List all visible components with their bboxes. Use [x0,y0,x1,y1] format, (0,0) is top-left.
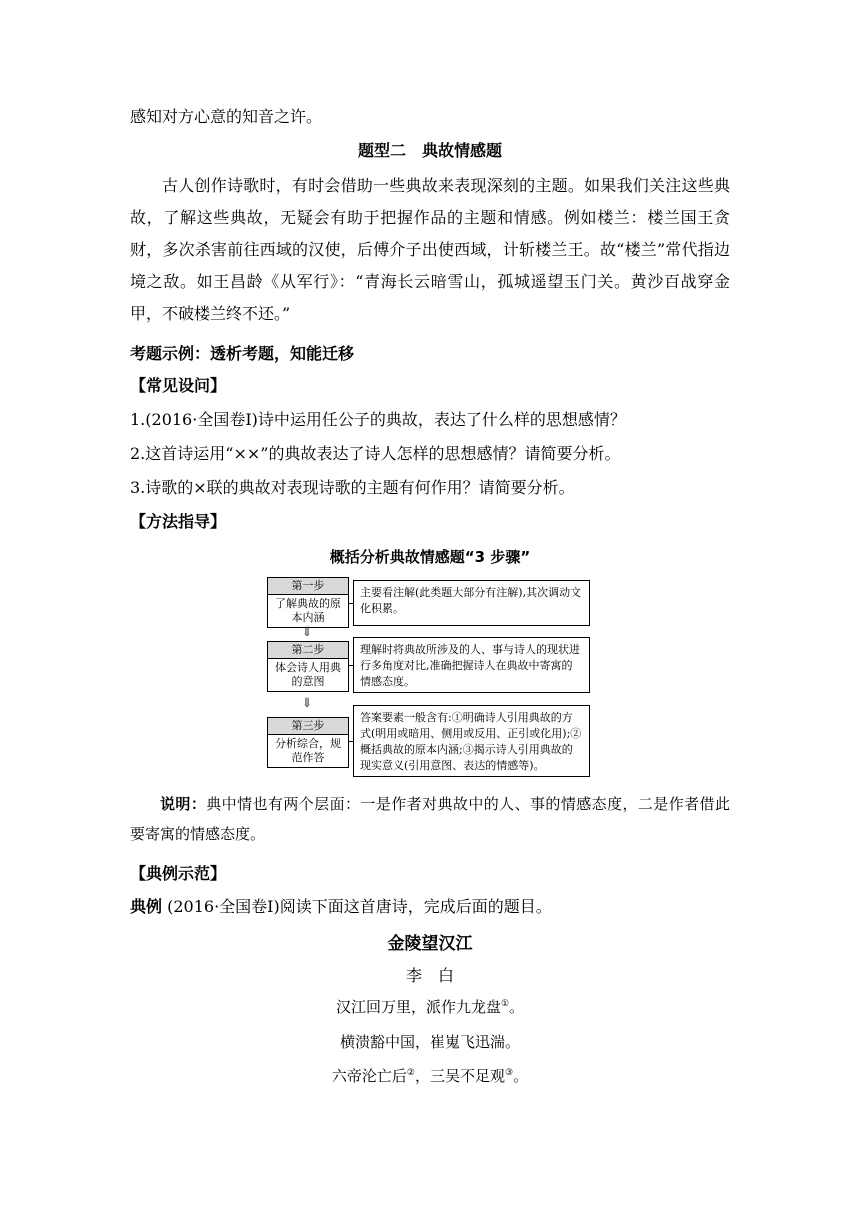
step-1-body: 了解典故的原本内涵 [275,597,341,624]
step-2-body: 体会诗人用典的意图 [275,661,341,688]
poem-title: 金陵望汉江 [387,934,473,954]
step-3-body: 分析综合，规范作答 [275,737,341,764]
intro-paragraph: 古人创作诗歌时，有时会借助一些典故来表现深刻的主题。如果我们关注这些典故，了解这些典故，无疑会有助于把握作品的主题和情感。例如楼兰：楼兰国王贪财，多次杀害前往西域的汉使，后傅介子出使西域，计斩楼兰王。故“楼兰”常代指边境之敌。如王昌龄《从军行》：“青海长云暗雪山，孤城遥望玉门关。黄沙百战穿金甲，不破楼兰终不还。” [130,176,730,323]
example-label: 典例 [130,897,163,916]
common-questions-heading: 【常见设问】 [130,376,227,395]
step-2-head: 第二步 [268,642,348,659]
example-line [130,897,730,917]
step-3-head: 第三步 [268,718,348,735]
question-1: 1.(2016·全国卷Ⅰ)诗中运用任公子的典故，表达了什么样的思想感情？ [130,410,626,429]
note-paragraph [130,789,730,849]
note-text: 典中情也有两个层面：一是作者对典故中的人、事的情感态度，二是作者借此要寄寓的情感态度。 [130,795,730,843]
step-1-head: 第一步 [268,578,348,595]
step-box-2 [267,641,349,692]
poem-line-3: 六帝沦亡后②，三吴不足观③。 [331,1067,529,1085]
top-line: 感知对方心意的知音之许。 [130,107,323,126]
note-label: 说明： [160,795,207,813]
exam-heading: 考题示例：透析考题，知能迁移 [130,344,355,363]
step-desc-3: 答案要素一般含有:①明确诗人引用典故的方式(明用或暗用、侧用或反用、正引或化用);②概括典故的原本内涵;③揭示诗人引用典故的现实意义(引用意图、表达的情感等)。 [353,705,590,777]
question-3: 3.诗歌的×联的典故对表现诗歌的主题有何作用？请简要分析。 [130,478,575,497]
poem-line-1: 汉江回万里，派作九龙盘①。 [335,998,525,1016]
step-desc-1: 主要看注解(此类题大部分有注解),其次调动文化积累。 [353,580,590,626]
example-heading: 【典例示范】 [130,864,227,883]
poem-line-2: 横溃豁中国，崔嵬飞迅湍。 [339,1033,520,1051]
down-arrow-1: ⇓ [301,625,313,640]
poem-author: 李 白 [405,966,454,985]
example-text: (2016·全国卷Ⅰ)阅读下面这首唐诗，完成后面的题目。 [167,897,552,916]
step-box-1 [267,577,349,628]
section-title: 题型二 典故情感题 [357,141,502,160]
question-2: 2.这首诗运用“××”的典故表达了诗人怎样的思想感情？请简要分析。 [130,444,621,463]
step-box-3 [267,717,349,768]
step-desc-2: 理解时将典故所涉及的人、事与诗人的现状进行多角度对比,准确把握诗人在典故中寄寓的情感态度。 [353,637,590,693]
method-heading: 【方法指导】 [130,512,227,531]
diagram-title: 概括分析典故情感题“3 步骤” [329,548,531,566]
down-arrow-2: ⇓ [301,696,313,711]
